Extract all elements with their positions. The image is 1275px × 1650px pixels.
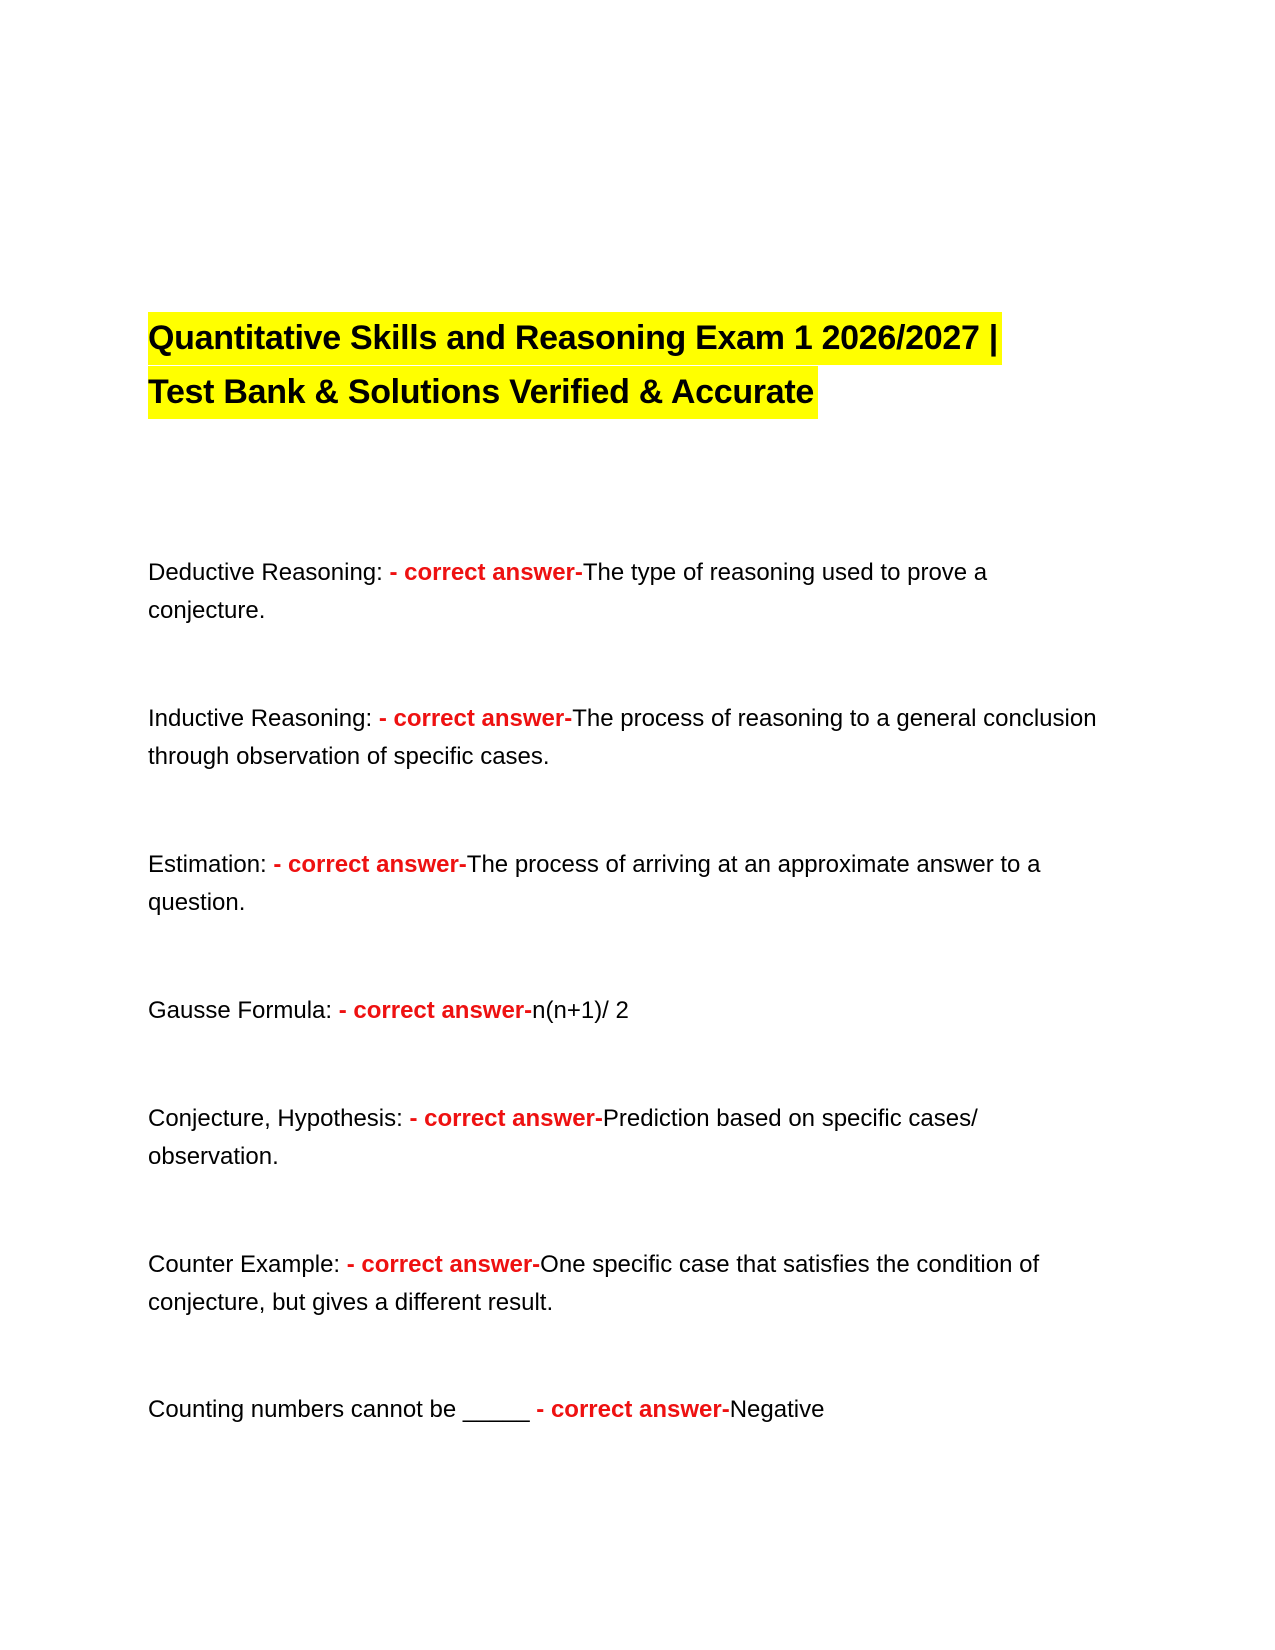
qa-term: Counter Example: xyxy=(148,1251,347,1278)
qa-term: Estimation: xyxy=(148,851,274,878)
qa-term: Gausse Formula: xyxy=(148,997,339,1024)
qa-item-estimation xyxy=(148,846,1108,922)
qa-term: Counting numbers cannot be _____ xyxy=(148,1396,537,1423)
qa-item-deductive-reasoning xyxy=(148,554,1108,630)
qa-item-conjecture-hypothesis xyxy=(148,1100,1108,1176)
document-title xyxy=(148,312,1148,420)
qa-answer: The process of arriving at an approximate answer to a question. xyxy=(148,851,1041,916)
qa-answer: The type of reasoning used to prove a conjecture. xyxy=(148,559,988,624)
qa-item-inductive-reasoning xyxy=(148,700,1108,776)
qa-answer: One specific case that satisfies the condition of conjecture, but gives a different result. xyxy=(148,1251,1040,1316)
title-line-1: Quantitative Skills and Reasoning Exam 1 2026/2027 | xyxy=(148,312,1002,365)
correct-answer-tag: - correct answer- xyxy=(389,559,583,586)
qa-term: Conjecture, Hypothesis: xyxy=(148,1105,410,1132)
qa-answer: The process of reasoning to a general conclusion through observation of specific cases. xyxy=(148,705,1097,770)
qa-term: Inductive Reasoning: xyxy=(148,705,379,732)
correct-answer-tag: - correct answer- xyxy=(338,997,533,1024)
correct-answer-tag: - correct answer- xyxy=(273,851,467,878)
correct-answer-tag: - correct answer- xyxy=(536,1396,730,1423)
qa-item-counting-numbers xyxy=(148,1391,1108,1429)
qa-answer: n(n+1)/ 2 xyxy=(532,997,629,1024)
qa-item-counter-example xyxy=(148,1246,1108,1322)
correct-answer-tag: - correct answer- xyxy=(346,1251,541,1278)
correct-answer-tag: - correct answer- xyxy=(378,705,573,732)
qa-answer: Negative xyxy=(729,1396,825,1423)
correct-answer-tag: - correct answer- xyxy=(409,1105,603,1132)
title-line-2: Test Bank & Solutions Verified & Accurate xyxy=(148,366,818,419)
qa-term: Deductive Reasoning: xyxy=(148,559,390,586)
qa-answer: Prediction based on specific cases/ observation. xyxy=(148,1105,978,1170)
qa-item-gausse-formula xyxy=(148,992,1108,1030)
